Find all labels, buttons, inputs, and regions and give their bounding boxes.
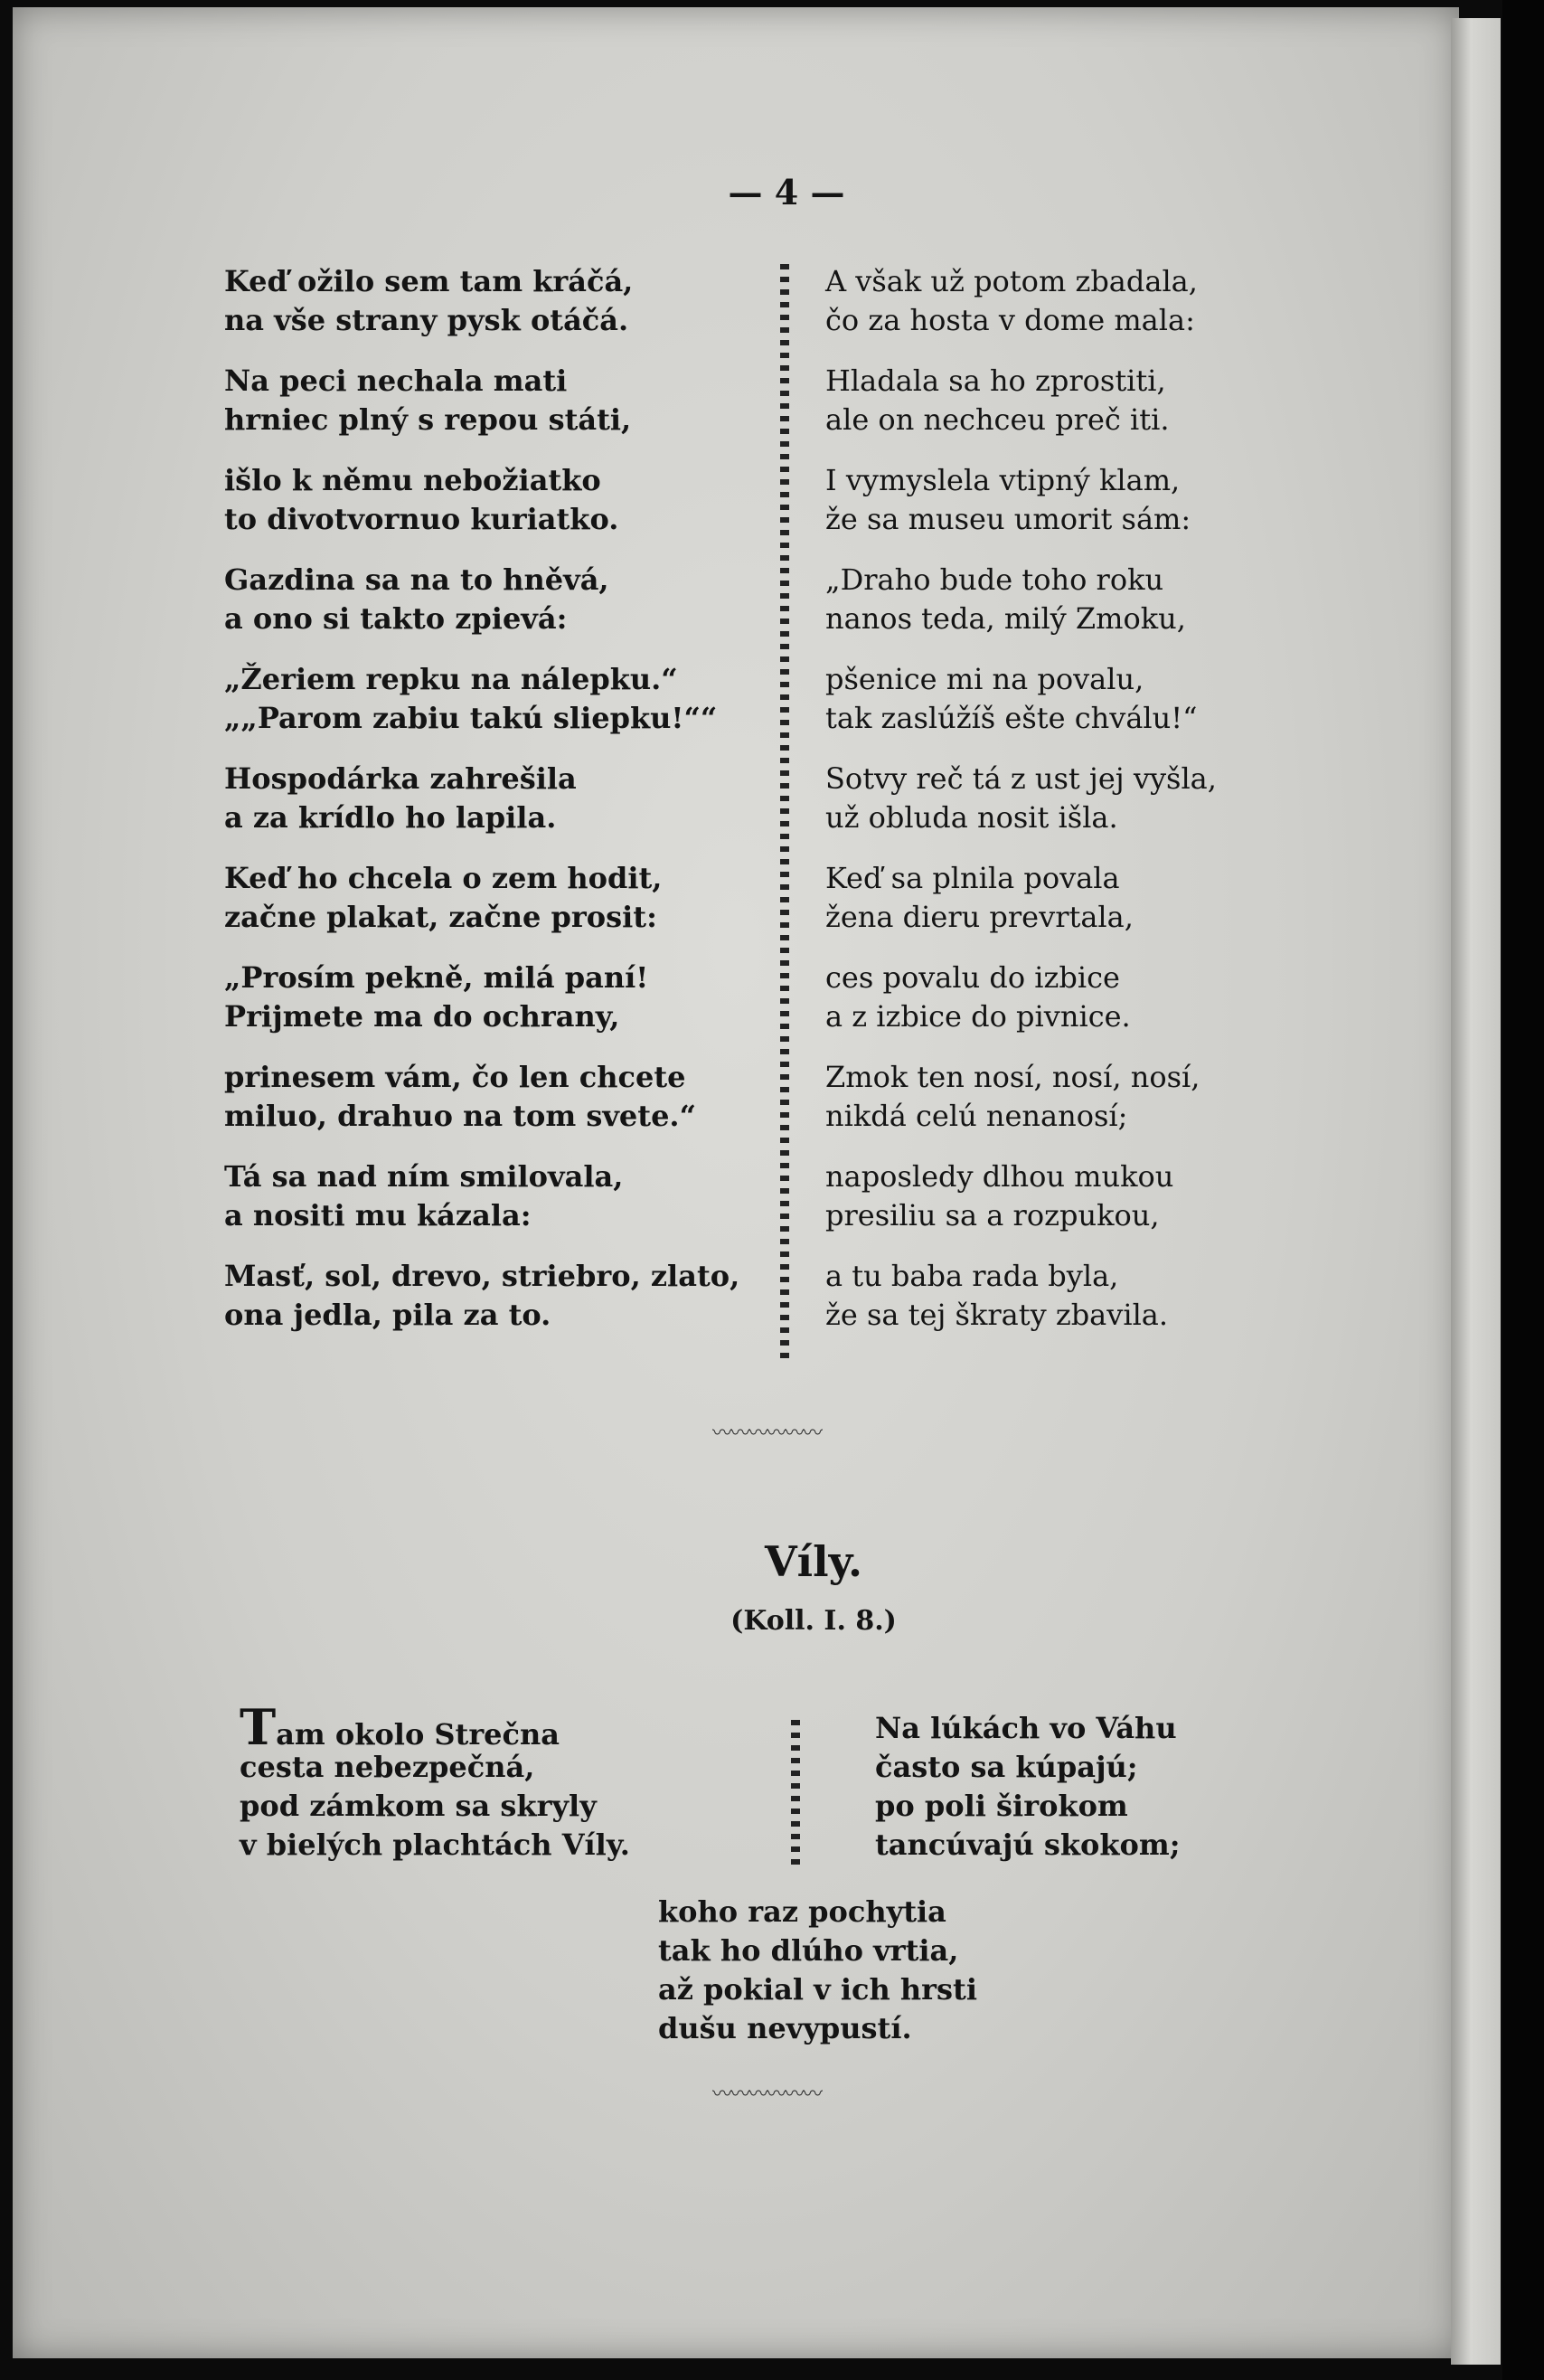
stanza	[224, 760, 767, 837]
poem-line: hrniec plný s repou státi,	[224, 402, 632, 437]
poem-line: už obluda nosit išla.	[825, 800, 1118, 835]
poem-line: Prijmete ma do ochrany,	[224, 999, 620, 1034]
stanza	[224, 1257, 767, 1335]
stanza	[825, 760, 1332, 837]
poem-line: koho raz pochytia	[658, 1894, 946, 1929]
poem-line: Keď ho chcela o zem hodit,	[224, 861, 663, 895]
poem-line: Na peci nechala mati	[224, 364, 568, 398]
poem-line: Sotvy reč tá z ust jej vyšla,	[825, 761, 1217, 796]
poem2-right-stanza	[875, 1709, 1327, 1886]
poem-title: Víly.	[764, 1537, 863, 1586]
stanza	[224, 262, 767, 340]
stanza	[825, 859, 1332, 937]
poem-line: až pokial v ich hrsti	[658, 1972, 977, 2007]
poem-line: I vymyslela vtipný klam,	[825, 463, 1181, 497]
poem-line: tancúvajú skokom;	[875, 1828, 1181, 1862]
stanza	[825, 461, 1332, 539]
stanza	[224, 1058, 767, 1136]
poem-line: „„Parom zabiu takú sliepku!““	[224, 701, 718, 735]
poem-line: „Prosím pekně, milá paní!	[224, 960, 649, 995]
poem-line: Hladala sa ho zprostiti,	[825, 364, 1166, 398]
poem-line: tak ho dlúho vrtia,	[658, 1933, 959, 1968]
column-divider-bottom	[791, 1720, 800, 1869]
page-edge-strip	[1451, 18, 1501, 2365]
poem-line: pšenice mi na povalu,	[825, 662, 1144, 696]
poem-line: často sa kúpajú;	[875, 1750, 1138, 1784]
poem-line: Zmok ten nosí, nosí, nosí,	[825, 1060, 1200, 1094]
poem-line: nanos teda, milý Zmoku,	[825, 601, 1186, 636]
poem-line: cesta nebezpečná,	[240, 1750, 535, 1784]
stanza	[224, 959, 767, 1036]
poem-line: A však už potom zbadala,	[825, 264, 1198, 298]
poem-line: čo za hosta v dome mala:	[825, 303, 1195, 337]
stanza	[825, 1157, 1332, 1235]
poem-line: Gazdina sa na to hněvá,	[224, 562, 609, 597]
poem-line: naposledy dlhou mukou	[825, 1159, 1174, 1194]
poem-line: na vše strany pysk otáčá.	[224, 303, 629, 337]
stanza	[224, 1157, 767, 1235]
poem-line: a tu baba rada byla,	[825, 1259, 1119, 1293]
poem1-left-column	[224, 262, 767, 1356]
drop-cap: T	[240, 1698, 277, 1756]
poem-reference: (Koll. I. 8.)	[730, 1605, 897, 1637]
poem-line: a za krídlo ho lapila.	[224, 800, 557, 835]
poem-line: Keď sa plnila povala	[825, 861, 1120, 895]
ornament-wave-top	[712, 1418, 907, 1432]
stanza	[224, 561, 767, 638]
poem-line: nikdá celú nenanosí;	[825, 1099, 1128, 1133]
poem-line: Masť, sol, drevo, striebro, zlato,	[224, 1259, 740, 1293]
poem-line: ces povalu do izbice	[825, 960, 1120, 995]
column-divider-top	[780, 264, 789, 1358]
poem-line: to divotvornuo kuriatko.	[224, 502, 619, 536]
poem-line: Hospodárka zahrešila	[224, 761, 577, 796]
poem-line: „Žeriem repku na nálepku.“	[224, 662, 678, 696]
poem-line: miluo, drahuo na tom svete.“	[224, 1099, 696, 1133]
stanza	[825, 561, 1332, 638]
poem-line: že sa museu umorit sám:	[825, 502, 1191, 536]
poem-line: Keď ožilo sem tam kráčá,	[224, 264, 634, 298]
poem-line: žena dieru prevrtala,	[825, 900, 1134, 934]
stanza	[825, 262, 1332, 340]
stanza	[224, 859, 767, 937]
page-number: — 4 —	[728, 172, 845, 212]
stanza	[825, 1058, 1332, 1136]
poem2-center-stanza	[658, 1893, 1110, 2070]
poem2-first-line-text: am okolo Strečna	[276, 1717, 560, 1752]
poem1-right-column	[825, 262, 1332, 1356]
poem-line: prinesem vám, čo len chcete	[224, 1060, 686, 1094]
poem2-left-stanza	[240, 1698, 746, 1886]
poem-line: začne plakat, začne prosit:	[224, 900, 657, 934]
stanza	[825, 959, 1332, 1036]
stanza	[224, 461, 767, 539]
ornament-wave-bottom	[712, 2079, 907, 2093]
stanza	[825, 362, 1332, 439]
poem-line: a nositi mu kázala:	[224, 1198, 532, 1232]
stanza	[224, 660, 767, 738]
poem-line: po poli širokom	[875, 1789, 1128, 1823]
poem-line: ale on nechceu preč iti.	[825, 402, 1170, 437]
poem-line: pod zámkom sa skryly	[240, 1789, 597, 1823]
poem-line: Na lúkách vo Váhu	[875, 1711, 1177, 1745]
stanza	[825, 660, 1332, 738]
poem-line: v bielých plachtách Víly.	[240, 1828, 630, 1862]
poem-line: že sa tej škraty zbavila.	[825, 1298, 1169, 1332]
poem-line: ona jedla, pila za to.	[224, 1298, 551, 1332]
stanza	[224, 362, 767, 439]
poem-line: a z izbice do pivnice.	[825, 999, 1131, 1034]
poem-line: presiliu sa a rozpukou,	[825, 1198, 1160, 1232]
poem-line: tak zaslúžíš ešte chválu!“	[825, 701, 1198, 735]
poem-line: Tá sa nad ním smilovala,	[224, 1159, 624, 1194]
poem-line: dušu nevypustí.	[658, 2011, 912, 2045]
poem-line: „Draho bude toho roku	[825, 562, 1164, 597]
poem2-first-line	[240, 1698, 746, 1756]
scan-border	[1502, 0, 1544, 2380]
stanza	[825, 1257, 1332, 1335]
poem-line: išlo k němu nebožiatko	[224, 463, 601, 497]
poem-line: a ono si takto zpievá:	[224, 601, 568, 636]
